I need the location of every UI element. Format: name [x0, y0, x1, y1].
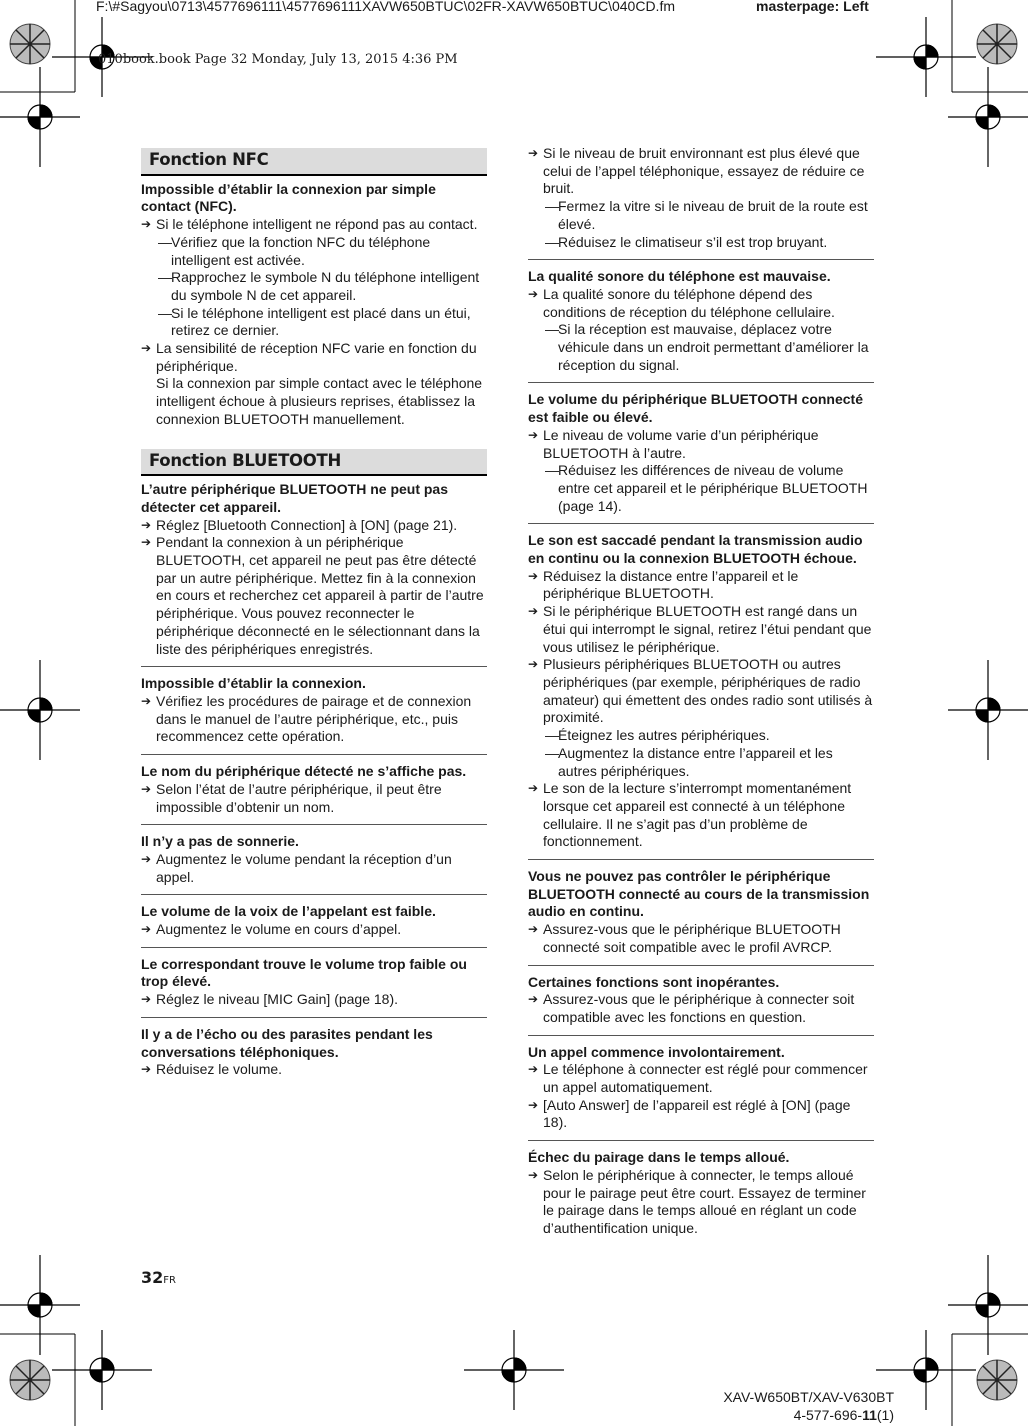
- right-column: [528, 145, 874, 1238]
- arrow-icon: ➔: [141, 1062, 152, 1077]
- list-item: ➔ Réglez [Bluetooth Connection] à [ON] (page 21).: [141, 516, 458, 533]
- problem-title: Le son est saccadé pendant la transmission audio en continu ou la connexion BLUETOOTH échoue.: [528, 532, 863, 567]
- arrow-icon: ➔: [141, 922, 152, 937]
- problem-title: Échec du pairage dans le temps alloué.: [528, 1149, 790, 1166]
- problem-echo-noise-continued: [528, 145, 874, 251]
- list-item: ➔ Vérifiez les procédures de pairage et de connexion dans le manuel de l’autre périphérique, etc., puis recommencez cette opération.: [141, 692, 472, 745]
- sub-item: — Augmentez la distance entre l’appareil et les autres périphériques.: [545, 744, 833, 779]
- problem-title: Le correspondant trouve le volume trop faible ou trop élevé.: [141, 955, 467, 990]
- list-item: ➔ Selon l’état de l’autre périphérique, il peut être impossible d’obtenir un nom.: [141, 780, 442, 815]
- problem-title: Certaines fonctions sont inopérantes.: [528, 973, 780, 990]
- arrow-icon: ➔: [141, 341, 152, 356]
- arrow-icon: ➔: [528, 427, 539, 442]
- dash-icon: —: [158, 233, 172, 250]
- dash-icon: —: [158, 269, 172, 286]
- arrow-icon: ➔: [528, 286, 539, 301]
- page-number: 32FR: [141, 1268, 176, 1287]
- list-item: ➔ Le son de la lecture s’interrompt momentanément lorsque cet appareil est connecté à un téléphone cellulaire. Il ne s’agit pas d’un problème de fonctionnement.: [528, 780, 852, 850]
- list-item: ➔ Pendant la connexion à un périphérique BLUETOOTH, cet appareil ne peut pas être détecté par un autre périphérique. Mettez fin à la connexion en cours et recherchez cet appareil à partir de l’autre périphérique. Vous pouvez reconnecter le périphérique déconnecté en le sélectionnant dans la liste des périphériques enregistrés.: [141, 534, 484, 657]
- arrow-icon: ➔: [141, 693, 152, 708]
- problem-nfc-connection: [141, 181, 487, 429]
- problem-name-not-shown: [141, 754, 487, 816]
- problem-title: Il y a de l’écho ou des parasites pendant les conversations téléphoniques.: [141, 1025, 433, 1060]
- sub-item: — Si la réception est mauvaise, déplacez votre véhicule dans un endroit permettant d’améliorer la réception du signal.: [545, 321, 869, 373]
- problem-device-volume: [528, 382, 874, 515]
- list-item: ➔ Le niveau de volume varie d’un périphérique BLUETOOTH à l’autre.: [528, 426, 819, 461]
- list-item: ➔ Si le téléphone intelligent ne répond pas au contact.: [141, 216, 478, 233]
- arrow-icon: ➔: [528, 604, 539, 619]
- list-item: ➔ [Auto Answer] de l’appareil est réglé à [ON] (page 18).: [528, 1096, 851, 1131]
- list-item: ➔ Augmentez le volume en cours d’appel.: [141, 921, 402, 938]
- model-info: [723, 1388, 894, 1424]
- list-item: ➔ Si le périphérique BLUETOOTH est rangé dans un étui qui interrompt le signal, retirez l’étui pendant que vous utilisez le périphérique.: [528, 603, 872, 655]
- arrow-icon: ➔: [141, 517, 152, 532]
- list-item: ➔ Réduisez la distance entre l’appareil et le périphérique BLUETOOTH.: [528, 567, 799, 602]
- sub-item: — Rapprochez le symbole N du téléphone intelligent du symbole N de cet appareil.: [158, 269, 480, 303]
- list-item: ➔ La qualité sonore du téléphone dépend des conditions de réception du téléphone cellulaire.: [528, 285, 835, 320]
- list-item: ➔ Assurez-vous que le périphérique à connecter soit compatible avec les fonctions en question.: [528, 991, 855, 1025]
- arrow-icon: ➔: [141, 535, 152, 550]
- dash-icon: —: [158, 304, 172, 321]
- problem-title: Impossible d’établir la connexion par simple contact (NFC).: [141, 180, 436, 215]
- list-item: ➔ Plusieurs périphériques BLUETOOTH ou autres périphériques (par exemple, périphériques de radio amateur) qui émettent des ondes radio sont utilisés à proximité.: [528, 656, 873, 726]
- list-item: ➔ Si le niveau de bruit environnant est plus élevé que celui de l’appel téléphonique, essayez de réduire ce bruit.: [528, 145, 865, 197]
- list-item: ➔ La sensibilité de réception NFC varie en fonction du périphérique.: [141, 340, 477, 374]
- problem-title: La qualité sonore du téléphone est mauvaise.: [528, 268, 831, 285]
- part-code: 4-577-696-11(1): [793, 1407, 894, 1423]
- arrow-icon: ➔: [528, 146, 539, 160]
- section-header-nfc: Fonction NFC: [141, 148, 487, 176]
- list-item-continuation: Si la connexion par simple contact avec le téléphone intelligent échoue à plusieurs reprises, établissez la connexion BLUETOOTH manuellement.: [156, 375, 483, 427]
- problem-no-connection: [141, 666, 487, 746]
- arrow-icon: ➔: [528, 568, 539, 583]
- problem-pairing-timeout: [528, 1140, 874, 1238]
- left-column: [141, 148, 487, 1079]
- problem-title: L’autre périphérique BLUETOOTH ne peut pas détecter cet appareil.: [141, 481, 449, 515]
- arrow-icon: ➔: [528, 1167, 539, 1182]
- problem-title: Impossible d’établir la connexion.: [141, 675, 366, 692]
- sub-item: — Réduisez le climatiseur s’il est trop bruyant.: [545, 233, 828, 250]
- arrow-icon: ➔: [528, 922, 539, 937]
- arrow-icon: ➔: [141, 781, 152, 796]
- dash-icon: —: [545, 321, 559, 338]
- arrow-icon: ➔: [528, 1062, 539, 1077]
- arrow-icon: ➔: [528, 781, 539, 796]
- arrow-icon: ➔: [141, 992, 152, 1007]
- problem-functions-inoperative: [528, 965, 874, 1027]
- dash-icon: —: [545, 462, 559, 479]
- problem-sound-quality: [528, 259, 874, 374]
- problem-title: Vous ne pouvez pas contrôler le périphérique BLUETOOTH connecté au cours de la transmission audio en continu.: [528, 868, 870, 920]
- sub-item: — Si le téléphone intelligent est placé dans un étui, retirez ce dernier.: [158, 304, 471, 339]
- masterpage-label: masterpage: Left: [756, 0, 869, 14]
- problem-title: Le volume du périphérique BLUETOOTH connecté est faible ou élevé.: [528, 391, 864, 426]
- problem-no-ring: [141, 824, 487, 886]
- problem-title: Le nom du périphérique détecté ne s’affiche pas.: [141, 763, 467, 780]
- file-path-header: F:\#Sagyou\0713\4577696111\4577696111XAVW650BTUC\02FR-XAVW650BTUC\040CD.fm: [96, 0, 675, 14]
- sub-item: — Éteignez les autres périphériques.: [545, 727, 770, 744]
- model-name: XAV-W650BT/XAV-V630BT: [723, 1389, 894, 1405]
- problem-title: Le volume de la voix de l’appelant est faible.: [141, 903, 436, 920]
- dash-icon: —: [545, 198, 559, 215]
- arrow-icon: ➔: [528, 1097, 539, 1112]
- list-item: ➔ Le téléphone à connecter est réglé pour commencer un appel automatiquement.: [528, 1061, 868, 1096]
- dash-icon: —: [545, 727, 559, 744]
- list-item: ➔ Réduisez le volume.: [141, 1061, 283, 1078]
- section-header-bluetooth: Fonction BLUETOOTH: [141, 449, 487, 477]
- dash-icon: —: [545, 233, 559, 250]
- problem-choppy-sound: [528, 523, 874, 851]
- problem-not-detected: [141, 481, 487, 658]
- problem-unintended-call: [528, 1035, 874, 1133]
- language-code: FR: [163, 1275, 176, 1286]
- sub-item: — Réduisez les différences de niveau de volume entre cet appareil et le périphérique BLUETOOTH (page 14).: [545, 462, 868, 514]
- arrow-icon: ➔: [528, 992, 539, 1007]
- arrow-icon: ➔: [528, 657, 539, 672]
- problem-no-control: [528, 859, 874, 957]
- arrow-icon: ➔: [141, 851, 152, 866]
- problem-echo-noise: [141, 1017, 487, 1079]
- list-item: ➔ Augmentez le volume pendant la réception d’un appel.: [141, 850, 452, 885]
- list-item: ➔ Selon le périphérique à connecter, le temps alloué pour le pairage peut être court. Essayez de terminer le pairage dans le temps alloué en réglant un code d’authentification unique.: [528, 1166, 866, 1236]
- book-info-line: 010book.book Page 32 Monday, July 13, 2015 4:36 PM: [98, 52, 458, 67]
- arrow-icon: ➔: [141, 217, 152, 232]
- problem-caller-volume-low: [141, 894, 487, 938]
- list-item: ➔ Réglez le niveau [MIC Gain] (page 18).: [141, 991, 399, 1008]
- sub-item: — Vérifiez que la fonction NFC du téléphone intelligent est activée.: [158, 233, 431, 268]
- sub-item: — Fermez la vitre si le niveau de bruit de la route est élevé.: [545, 198, 868, 232]
- list-item: ➔ Assurez-vous que le périphérique BLUETOOTH connecté soit compatible avec le profil AVRCP.: [528, 921, 841, 955]
- dash-icon: —: [545, 744, 559, 761]
- problem-title: Il n’y a pas de sonnerie.: [141, 833, 299, 850]
- problem-title: Un appel commence involontairement.: [528, 1043, 785, 1060]
- problem-mic-volume: [141, 947, 487, 1009]
